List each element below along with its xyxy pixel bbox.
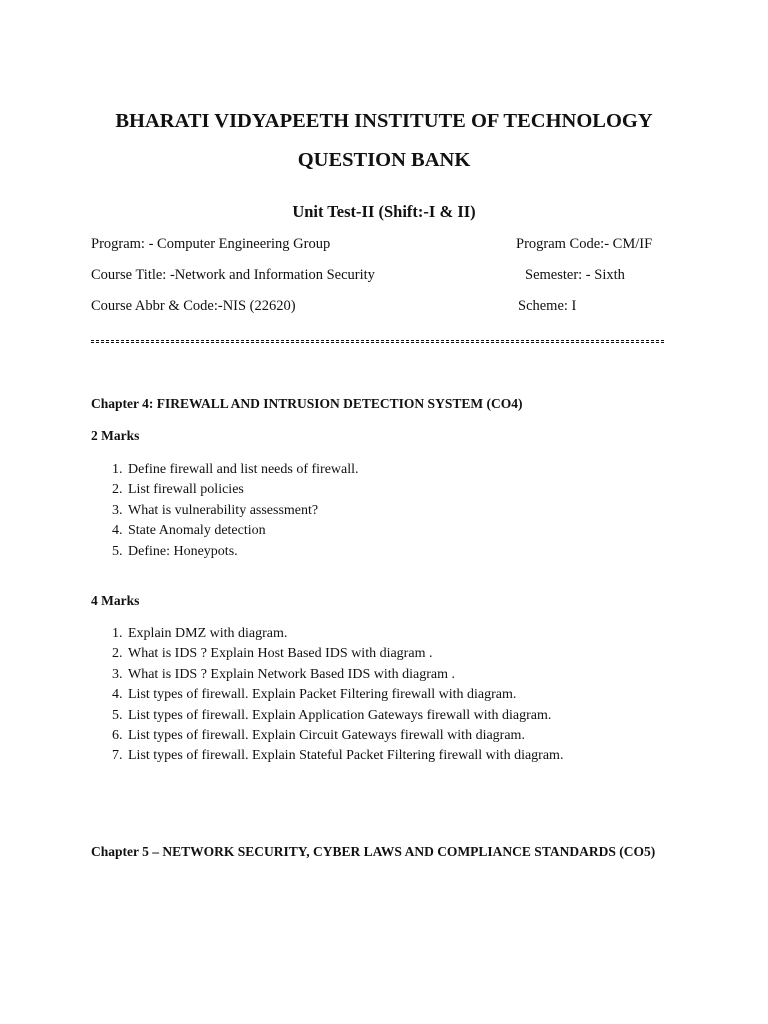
question-number: 3. [112,502,123,518]
section-divider [91,340,664,343]
question-text: Define: Honeypots. [128,543,238,559]
list-item [112,746,563,766]
question-text: What is IDS ? Explain Host Based IDS with diagram . [128,646,433,662]
question-number: 4. [112,523,123,539]
question-text: Define firewall and list needs of firewall. [128,462,359,477]
chapter-4-heading: Chapter 4: FIREWALL AND INTRUSION DETECTION SYSTEM (CO4) [91,396,523,411]
exam-title: Unit Test-II (Shift:-I & II) [292,202,476,221]
list-item [112,644,563,664]
question-text: What is vulnerability assessment? [128,502,319,518]
question-number: 7. [112,748,123,764]
list-item [112,521,359,541]
question-number: 4. [112,687,123,703]
list-item [112,706,563,726]
list-item [112,685,563,705]
list-item [112,501,359,521]
question-number: 3. [112,666,123,682]
question-number: 5. [112,543,123,559]
question-number: 2. [112,646,123,662]
four-marks-heading: 4 Marks [91,593,140,608]
list-item [112,624,563,644]
question-number: 2. [112,482,123,498]
question-number: 1. [112,462,123,477]
program-code-label: Program Code:- CM/IF [516,236,653,252]
question-text: List firewall policies [128,482,244,498]
list-item [112,460,359,480]
chapter-5-heading: Chapter 5 – NETWORK SECURITY, CYBER LAWS AND COMPLIANCE STANDARDS (CO5) [91,844,656,859]
document-title: QUESTION BANK [297,149,471,171]
question-text: State Anomaly detection [128,523,266,539]
list-item [112,542,359,562]
four-marks-question-list [112,624,563,767]
list-item [112,726,563,746]
question-text: List types of firewall. Explain Circuit Gateways firewall with diagram. [128,727,525,743]
question-text: List types of firewall. Explain Application Gateways firewall with diagram. [128,707,552,723]
list-item [112,665,563,685]
question-number: 5. [112,707,123,723]
question-number: 1. [112,626,123,641]
question-text: List types of firewall. Explain Packet Filtering firewall with diagram. [128,687,517,703]
scheme-label: Scheme: I [518,298,577,314]
institute-name: BHARATI VIDYAPEETH INSTITUTE OF TECHNOLOGY [115,110,653,132]
course-title-label: Course Title: -Network and Information Security [91,267,375,283]
program-label: Program: - Computer Engineering Group [91,236,331,252]
question-text: List types of firewall. Explain Stateful Packet Filtering firewall with diagram. [128,748,564,764]
course-abbr-label: Course Abbr & Code:-NIS (22620) [91,298,296,314]
list-item [112,480,359,500]
question-number: 6. [112,727,123,743]
question-text: Explain DMZ with diagram. [128,626,288,641]
question-text: What is IDS ? Explain Network Based IDS with diagram . [128,666,455,682]
two-marks-question-list [112,460,359,562]
semester-label: Semester: - Sixth [525,267,625,283]
two-marks-heading: 2 Marks [91,428,140,443]
